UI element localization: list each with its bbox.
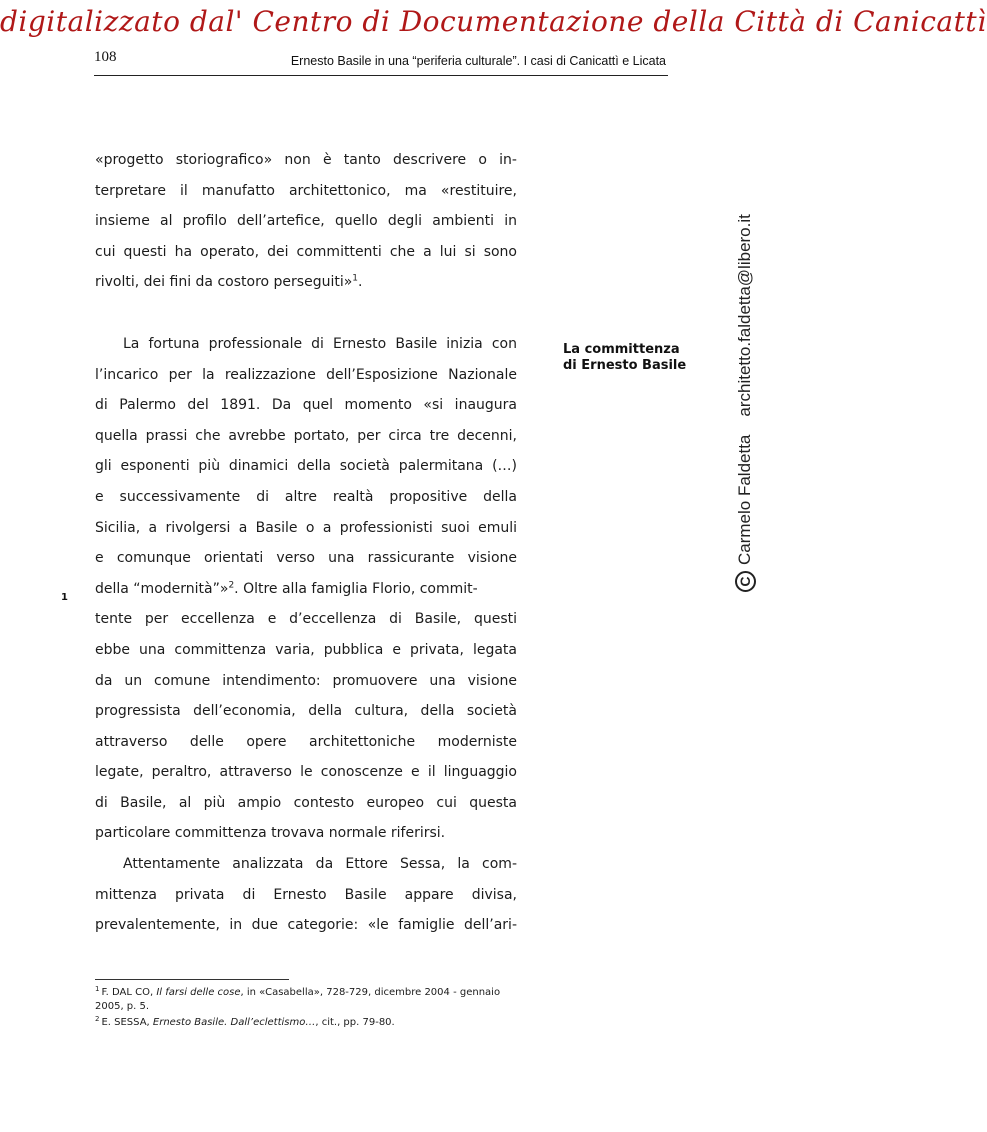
text-segment: della “modernità”» [95, 580, 229, 597]
text-line: e successivamente di altre realtà propositive della [95, 488, 517, 505]
footnote-number: 2 [95, 1014, 100, 1023]
text-line: insieme al profilo dell’artefice, quello degli ambienti in [95, 213, 517, 230]
footnote-ref-1: 1 [352, 273, 359, 284]
text-line: prevalentemente, in due categorie: «le famiglie dell’ari- [95, 917, 517, 934]
page-header [94, 47, 668, 77]
text-line: Sicilia, a rivolgersi a Basile o a professionisti suoi emuli [95, 519, 517, 536]
text-line: l’incarico per la realizzazione dell’Esposizione Nazionale [95, 366, 517, 383]
text-line: da un comune intendimento: promuovere una visione [95, 672, 517, 689]
text-line: tente per eccellenza e d’eccellenza di Basile, questi [95, 611, 517, 628]
footnote-text: , cit., pp. 79-80. [315, 1017, 395, 1028]
footnote-ref-2: 2 [228, 580, 235, 591]
side-credit [730, 214, 760, 592]
credit-email: architetto.faldetta@libero.it [735, 214, 754, 417]
text-line: progressista dell’economia, della cultura, della società [95, 703, 517, 720]
text-segment: . [358, 274, 363, 291]
page-number: 108 [94, 49, 117, 65]
text-line: mittenza privata di Ernesto Basile appare divisa, [95, 886, 517, 903]
line-marker: 1 [61, 592, 68, 603]
margin-note: La committenza di Ernesto Basile [563, 342, 687, 373]
footnote-text: E. SESSA, [101, 1017, 153, 1028]
copyright-icon: C [735, 571, 756, 592]
text-segment: . Oltre alla famiglia Florio, commit- [234, 580, 478, 597]
text-line: La fortuna professionale di Ernesto Basile inizia con [123, 335, 517, 352]
credit-name: Carmelo Faldetta [735, 434, 754, 565]
text-line: cui questi ha operato, dei committenti che a lui si sono [95, 243, 517, 260]
footnote [95, 1016, 517, 1030]
text-line: quella prassi che avrebbe portato, per circa tre decenni, [95, 427, 517, 444]
footnote-number: 1 [95, 984, 100, 993]
text-line: Attentamente analizzata da Ettore Sessa, la com- [123, 856, 517, 873]
body-text [95, 145, 517, 941]
text-line [95, 267, 517, 298]
text-line: particolare committenza trovava normale riferirsi. [95, 825, 446, 842]
footnotes [95, 986, 517, 1033]
text-segment: rivolti, dei fini da costoro perseguiti» [95, 274, 353, 291]
text-line: e comunque orientati verso una rassicurante visione [95, 550, 517, 567]
footnote-title: Ernesto Basile. Dall’eclettismo… [152, 1017, 316, 1028]
text-line: gli esponenti più dinamici della società palermitana (…) [95, 458, 517, 475]
digitization-watermark: digitalizzato dal' Centro di Documentazione della Città di Canicattì [0, 5, 987, 38]
footnote-rule [95, 979, 289, 980]
text-line: ebbe una committenza varia, pubblica e privata, legata [95, 641, 517, 658]
text-line: legate, peraltro, attraverso le conoscenze e il linguaggio [95, 764, 517, 781]
text-line: terpretare il manufatto architettonico, ma «restituire, [95, 182, 517, 199]
text-line: attraverso delle opere architettoniche moderniste [95, 733, 517, 750]
text-line: di Basile, al più ampio contesto europeo cui questa [95, 794, 517, 811]
header-rule [94, 75, 668, 76]
text-line: «progetto storiografico» non è tanto descrivere o in- [95, 152, 517, 168]
text-line [95, 574, 517, 605]
paragraph-gap [95, 298, 517, 329]
text-line: di Palermo del 1891. Da quel momento «si inaugura [95, 397, 517, 414]
footnote [95, 986, 517, 1013]
footnote-text: F. DAL CO, [101, 987, 157, 998]
footnote-text: , in «Casabella», 728-729, dicembre 2004 - gennaio 2005, p. 5. [95, 987, 501, 1012]
running-head: Ernesto Basile in una “periferia culturale”. I casi di Canicattì e Licata [290, 54, 666, 68]
footnote-title: Il farsi delle cose [156, 987, 241, 998]
